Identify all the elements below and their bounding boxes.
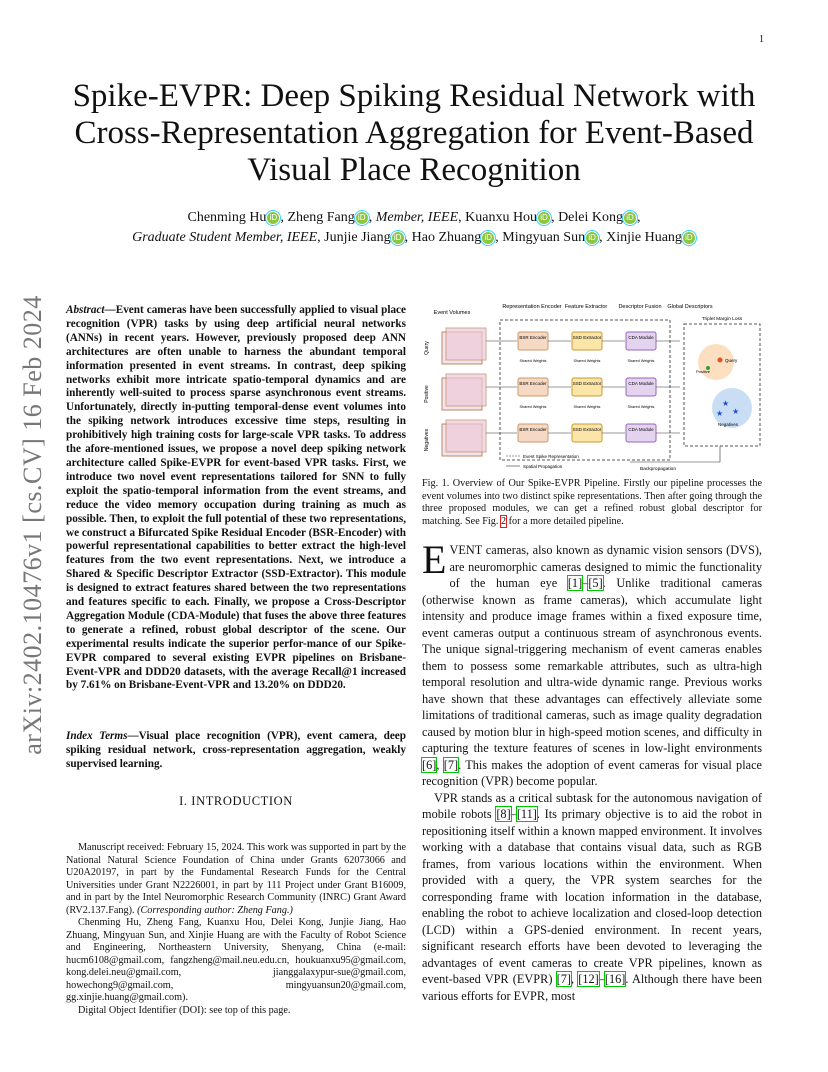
figure-reference-link[interactable]: 2 [500,515,507,527]
svg-text:★: ★ [722,399,730,408]
citation-link[interactable]: [11] [516,807,537,821]
author-line-1: Chenming Hu iD , Zheng Fang iD , Member, IEEE, Kuanxu Hou iD , Delei Kong iD , [187,210,641,225]
query-point-label: Query [725,358,738,363]
drop-cap: E [422,537,447,582]
orcid-icon[interactable]: iD [267,212,279,224]
extractor-label: SSD Extractor [572,381,602,386]
index-terms [66,730,406,772]
orcid-icon[interactable]: iD [538,212,550,224]
backpropagation-label: Backpropagation [640,467,677,472]
fig-row-label: Negatives [424,428,430,452]
citation-link[interactable]: [7] [443,757,459,772]
orcid-icon[interactable]: iD [356,212,368,224]
orcid-icon[interactable]: iD [683,232,695,244]
module-row-positive [518,378,656,409]
orcid-icon[interactable]: iD [482,232,494,244]
encoder-label: BSR Encoder [519,335,547,340]
fig-row-label: Positive [424,385,430,403]
fig-col-header: Event Volumes [433,310,471,316]
citation-link[interactable]: [5] [588,576,603,590]
module-row-negatives [518,424,656,442]
figure-caption: Fig. 1. Overview of Our Spike-EVPR Pipeline. Firstly our pipeline processes the event volumes into two distinct spike representations. Then after going through the three proposed modules, we can get a refined robust global descriptor for matching. See Fig. 2 for a more detailed pipeline. [422,478,762,527]
fusion-label: CDA Module [628,427,654,432]
fusion-label: CDA Module [628,335,654,340]
extractor-label: SSD Extractor [572,335,602,340]
index-terms-text: —Visual place recognition (VPR), event camera, deep spiking residual network, cross-representation aggregation, weakly supervised learning. [66,730,406,770]
positive-point-label: Positive [696,369,711,374]
pipeline-figure [420,302,764,474]
citation-link[interactable]: [8] [496,807,511,821]
index-terms-label: Index Terms [66,730,128,742]
abstract [66,304,406,693]
legend-spatial-propagation: Spatial Propagation [523,464,563,469]
fig-col-header: Global Descriptors [667,304,713,310]
fusion-label: CDA Module [628,381,654,386]
encoder-label: BSR Encoder [519,381,547,386]
shared-weights-label: Shared Weights [573,405,601,409]
citation-link[interactable]: [7] [556,972,571,986]
fig-col-header: Descriptor Fusion [618,304,662,310]
module-row-query [518,332,656,363]
abstract-text: —Event cameras have been successfully applied to visual place recognition (VPR) tasks by using deep artificial neural networks (ANNs) in recent years. However, previously proposed deep ANN architectures are often unable to harness the abundant temporal information presented in event streams. In contrast, deep spiking networks exhibit more intricate spatio-temporal dynamics and are inherently well-suited to process sparse asynchronous event streams. Unfortunately, directly in-putting temporal-dense event volumes into the spiking network introduces excessive time steps, resulting in prohibitively high training costs for large-scale VPR tasks. To address the afore-mentioned issues, we propose a novel deep spiking network architecture called Spike-EVPR for event-based VPR tasks. First, we introduce two novel event representations tailored for SNN to fully exploit the spatio-temporal information from the event streams, and reduce the video memory occupation during training as much as possible. Then, to exploit the full potential of these two representations, we construct a Bifurcated Spike Residual Encoder (BSR-Encoder) with powerful representational capabilities to better extract the high-level features from the two event representations. Next, we introduce a Shared & Specific Descriptor Extractor (SSD-Extractor). This module is designed to extract features shared between the two representations and features specific to each. Finally, we propose a Cross-Descriptor Aggregation Module (CDA-Module) that fuses the above three features to generate a refined, robust global descriptor of the scene. Our experimental results indicate the superior perfor-mance of our Spike-EVPR compared to several existing EVPR pipelines on Brisbane-Event-VPR and DDD20 datasets, with the average Recall@1 increased by 7.61% on Brisbane-Event-VPR and 13.20% on DDD20. [66,304,406,692]
fig-row-label: Query [424,341,430,355]
svg-text:★: ★ [716,409,724,418]
author-line-2: Graduate Student Member, IEEE, Junjie Jiang iD , Hao Zhuang iD , Mingyuan Sun iD , Xinjie Huang iD [60,228,768,248]
extractor-label: SSD Extractor [572,427,602,432]
footnote: Manuscript received: February 15, 2024. This work was supported in part by the National Natural Science Foundation of China under Grants 62073066 and U20A20197, in part by the Fundamental Research Funds for the Central Universities under Grant N2226001, in part by 111 Project under Grant B16009, and in part by the Intel Neuromorphic Research Community (INRC) Grant Award (RV2.137.Fang). (Corresponding author: Zheng Fang.) Chenming Hu, Zheng Fang, Kuanxu Hou, Delei Kong, Junjie Jiang, Hao Zhuang, Mingyuan Sun, and Xinjie Huang are with the Faculty of Robot Science and Engineering, Northeastern University, Shenyang, China (e-mail: hucm6108@gmail.com, fangzheng@mail.neu.edu.cn, houkuanxu95@gmail.com, kong.delei.neu@gmail.com, jianggalaxypur-sue@gmail.com, howechong9@gmail.com, mingyuansun20@gmail.com, gg.xinjie.huang@gmail.com). Digital Object Identifier (DOI): see top of this page. [66,842,407,1016]
fig-col-header: Representation Encoder [502,304,562,310]
introduction-body [422,537,762,1004]
intro-paragraph-1: EVENT cameras, also known as dynamic vision sensors (DVS), are neuromorphic cameras designed to mimic the functionality of the human eye [1]–[5]. Unlike traditional cameras (otherwise known as frame cameras), which accumulate light intensity and produce image frames within a fixed exposure time, event cameras output a continuous stream of asynchronous events. The unique signal-triggering mechanism of event cameras enables them to possess some remarkable attributes, such as ultra-high temporal resolution and ultra-wide dynamic range. Previous works have shown that these advantages can effectively alleviate some limitations of traditional cameras, such as image quality degradation caused by motion blur in high-speed motion scenes, and difficulty in capturing the texture features of scenes in low-light environments [6], [7]. This makes the adoption of event cameras for visual place recognition (VPR) become popular. [422,537,762,788]
orcid-icon[interactable]: iD [392,232,404,244]
triplet-loss-panel [684,324,760,446]
citation-link[interactable]: [6] [422,757,437,772]
citation-link[interactable]: [16] [604,972,626,986]
orcid-icon[interactable]: iD [624,212,636,224]
shared-weights-label: Shared Weights [519,405,547,409]
arxiv-stamp[interactable]: arXiv:2402.10476v1 [cs.CV] 16 Feb 2024 [18,295,48,755]
shared-weights-label: Shared Weights [519,359,547,363]
author-list [60,208,768,248]
shared-weights-label: Shared Weights [573,359,601,363]
paper-title: Spike-EVPR: Deep Spiking Residual Network with Cross-Representation Aggregation for Event-Based Visual Place Recognition [72,78,756,188]
shared-weights-label: Shared Weights [627,405,655,409]
citation-link[interactable]: [1] [567,576,583,590]
shared-weights-label: Shared Weights [627,359,655,363]
svg-text:★: ★ [732,407,740,416]
section-heading: I. INTRODUCTION [179,794,293,808]
page-number: 1 [759,34,764,45]
orcid-icon[interactable]: iD [586,232,598,244]
encoder-label: BSR Encoder [519,427,547,432]
intro-paragraph-2: VPR stands as a critical subtask for the autonomous navigation of mobile robots [8]–[11]. Its primary objective is to aid the robot in repositioning itself within a known mapped environment. It involves working with a database that contains visual data, such as RGB frames, from various locations within the environment. When provided with a query, the VPR system searches for the corresponding frame with location information in the database, enabling the robot to achieve localization and closed-loop detection (LCD) within a GPS-denied environment. In recent years, significant research efforts have been devoted to leveraging the advantages of event cameras to create VPR pipelines, known as event-based VPR (EVPR) [7], [12]–[16]. Although there have been various efforts for EVPR, most [422,790,762,1003]
event-volume-stack [442,328,486,456]
legend-spike-representation: Event Spike Representation [523,454,579,459]
citation-link[interactable]: [12] [578,972,599,986]
triplet-loss-label: Triplet Margin Loss [701,317,743,322]
abstract-label: Abstract [66,304,105,316]
fig-col-header: Feature Extractor [564,304,608,310]
negatives-point-label: Negatives [718,422,739,427]
